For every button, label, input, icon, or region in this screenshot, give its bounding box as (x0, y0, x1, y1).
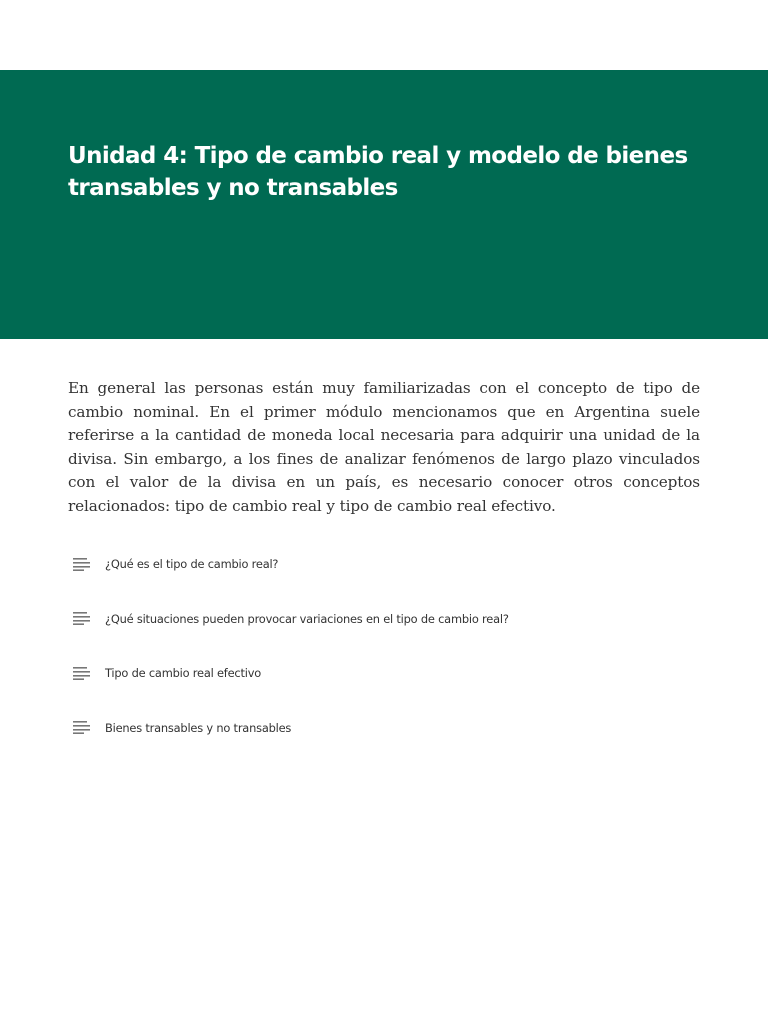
topic-label: Bienes transables y no transables (105, 720, 292, 735)
unit-banner (0, 70, 768, 339)
text-lines-icon (73, 721, 90, 734)
intro-paragraph: En general las personas están muy familiarizadas con el concepto de tipo de cambio nominal. En el primer módulo mencionamos que en Argentina suele referirse a la cantidad de moneda local necesaria para adquirir una unidad de la divisa. Sin embargo, a los fines de analizar fenómenos de largo plazo vinculados con el valor de la divisa en un país, es necesario conocer otros conceptos relacionados: tipo de cambio real y tipo de cambio real efectivo. (68, 379, 700, 515)
topic-label: Tipo de cambio real efectivo (105, 666, 262, 680)
topic-item-real-exchange-rate[interactable] (68, 546, 708, 582)
text-lines-icon (73, 667, 90, 680)
topic-item-variations[interactable] (68, 601, 708, 637)
text-lines-icon (73, 612, 90, 625)
unit-title: Unidad 4: Tipo de cambio real y modelo de bienes transables y no transables (68, 143, 688, 201)
topic-item-effective-rate[interactable] (68, 655, 708, 691)
topic-label: ¿Qué es el tipo de cambio real? (105, 557, 279, 571)
topic-label: ¿Qué situaciones pueden provocar variaciones en el tipo de cambio real? (105, 611, 509, 626)
topic-item-tradable-goods[interactable] (68, 710, 708, 746)
topic-list (68, 546, 708, 764)
text-lines-icon (73, 558, 90, 571)
